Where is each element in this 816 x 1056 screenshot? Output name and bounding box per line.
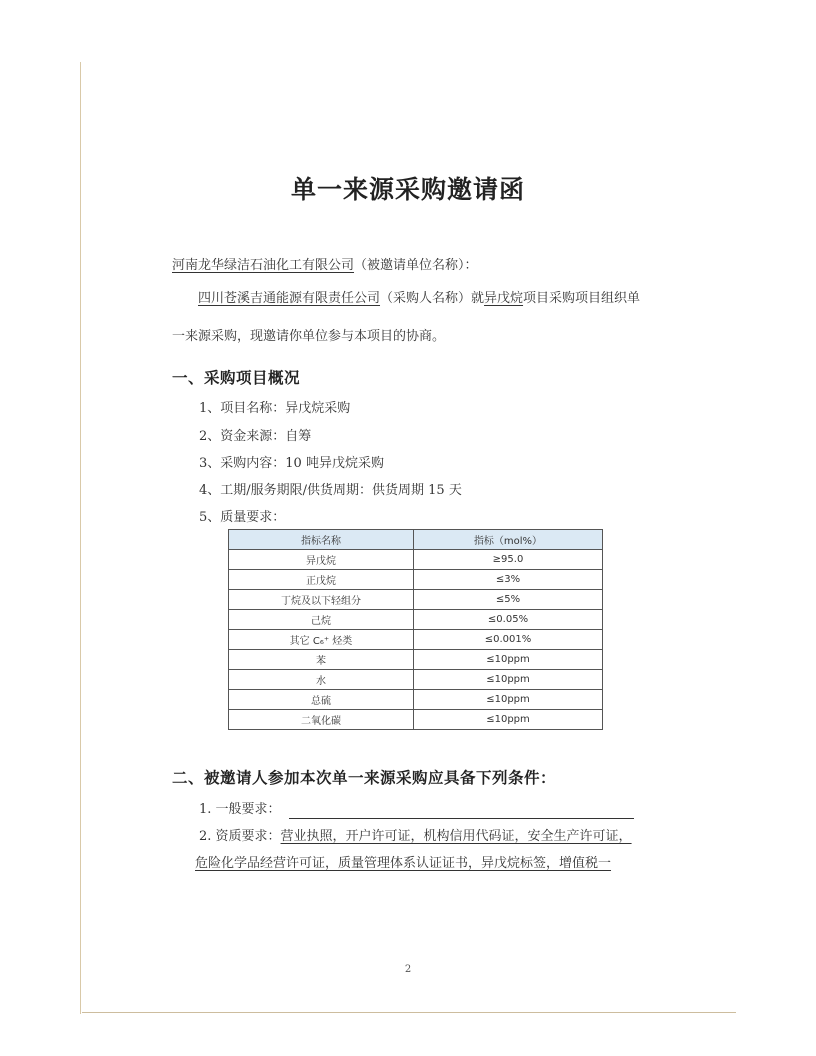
section-1-heading: 一、采购项目概况 bbox=[172, 368, 301, 387]
indicator-value: ≤10ppm bbox=[414, 670, 603, 690]
qualification-line-2 bbox=[195, 855, 611, 873]
table-row bbox=[229, 710, 603, 730]
table-row bbox=[229, 650, 603, 670]
indicator-name: 异戊烷 bbox=[229, 550, 414, 570]
purchaser-name: 四川苍溪吉通能源有限责任公司 bbox=[198, 291, 381, 306]
page-edge-bottom bbox=[82, 1012, 736, 1013]
indicator-value: ≤3% bbox=[414, 570, 603, 590]
indicator-name: 水 bbox=[229, 670, 414, 690]
general-requirement-blank bbox=[289, 804, 634, 819]
indicator-value: ≤0.05% bbox=[414, 610, 603, 630]
indicator-value: ≥95.0 bbox=[414, 550, 603, 570]
section-2-heading: 二、被邀请人参加本次单一来源采购应具备下列条件： bbox=[172, 768, 557, 787]
overview-item: 2、资金来源：自筹 bbox=[199, 429, 312, 444]
intro-line-1 bbox=[198, 290, 640, 308]
general-requirement-label: 1. 一般要求： bbox=[199, 802, 281, 817]
invitee-name: 河南龙华绿洁石油化工有限公司 bbox=[172, 258, 355, 273]
indicator-value: ≤10ppm bbox=[414, 690, 603, 710]
indicator-value: ≤5% bbox=[414, 590, 603, 610]
header-cell: 指标（mol%） bbox=[414, 530, 603, 550]
overview-item: 4、工期/服务期限/供货周期：供货周期 15 天 bbox=[199, 483, 462, 498]
general-requirement-line bbox=[199, 801, 634, 819]
table-row bbox=[229, 590, 603, 610]
indicator-name: 正戊烷 bbox=[229, 570, 414, 590]
indicator-name: 己烷 bbox=[229, 610, 414, 630]
table-row bbox=[229, 630, 603, 650]
indicator-name: 其它 C₆⁺ 烃类 bbox=[229, 630, 414, 650]
quality-table bbox=[228, 529, 603, 730]
table-row bbox=[229, 690, 603, 710]
table-header-row bbox=[229, 530, 603, 550]
table-row bbox=[229, 550, 603, 570]
intro-line-2: 一来源采购，现邀请你单位参与本项目的协商。 bbox=[172, 329, 446, 344]
indicator-name: 总硫 bbox=[229, 690, 414, 710]
overview-item: 5、质量要求： bbox=[199, 510, 286, 525]
table-row bbox=[229, 670, 603, 690]
purchaser-label: （采购人名称）就 bbox=[380, 291, 485, 306]
overview-item: 1、项目名称：异戊烷采购 bbox=[199, 401, 351, 416]
invitee-label: （被邀请单位名称）： bbox=[354, 258, 478, 273]
qualification-line-1 bbox=[199, 828, 632, 846]
table-row bbox=[229, 570, 603, 590]
qualification-label: 2. 资质要求： bbox=[199, 829, 281, 844]
header-cell: 指标名称 bbox=[229, 530, 414, 550]
indicator-name: 丁烷及以下轻组分 bbox=[229, 590, 414, 610]
project-name: 异戊烷 bbox=[484, 291, 524, 306]
qualification-text: 危险化学品经营许可证，质量管理体系认证证书，异戊烷标签，增值税一 bbox=[195, 856, 612, 871]
indicator-value: ≤10ppm bbox=[414, 710, 603, 730]
overview-item: 3、采购内容：10 吨异戊烷采购 bbox=[199, 456, 384, 471]
indicator-name: 苯 bbox=[229, 650, 414, 670]
page-number: 2 bbox=[404, 964, 412, 975]
indicator-value: ≤10ppm bbox=[414, 650, 603, 670]
intro-rest: 项目采购项目组织单 bbox=[523, 291, 641, 306]
table-row bbox=[229, 610, 603, 630]
indicator-value: ≤0.001% bbox=[414, 630, 603, 650]
invitee-line bbox=[172, 257, 478, 275]
document-title: 单一来源采购邀请函 bbox=[290, 175, 525, 204]
indicator-name: 二氧化碳 bbox=[229, 710, 414, 730]
qualification-text: 营业执照，开户许可证，机构信用代码证，安全生产许可证， bbox=[280, 829, 632, 844]
